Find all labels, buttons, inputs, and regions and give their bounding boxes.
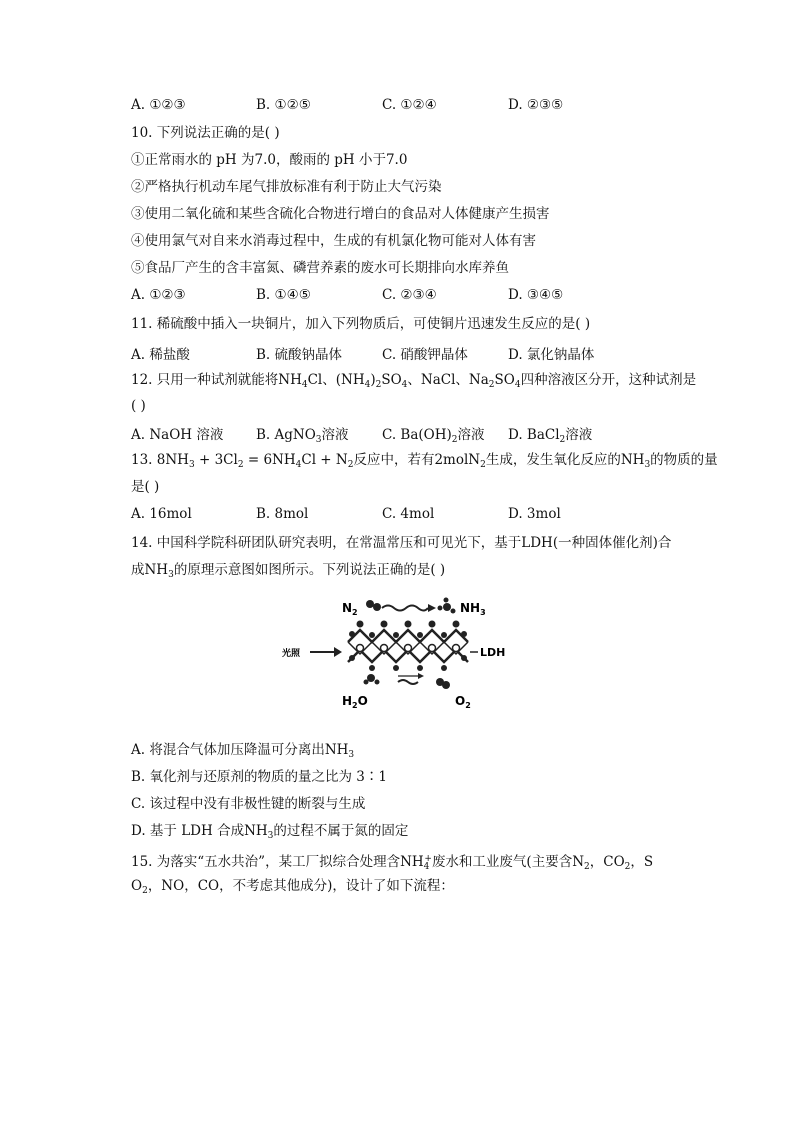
nh3-molecule-icon [443,603,451,611]
q9-option-a[interactable]: A. ①②③ [131,97,186,113]
q13-options [131,506,651,524]
q10-stem: 10. 下列说法正确的是( ) [131,125,280,141]
q13-stem: 13. $8NH_3 + 3Cl_2 = 6NH_4Cl + N_2$反应中，若有2molN$_2$生成，发生氧化反应的$NH_3$的物质的量 [131,452,718,470]
o2-label: $O_2$ [455,694,471,710]
q12-option-d[interactable]: D. BaCl$_2$溶液 [508,427,593,445]
q12-stem-paren: ( ) [131,398,146,414]
q13-option-a[interactable]: A. 16mol [131,506,192,522]
q9-option-d[interactable]: D. ②③⑤ [508,97,564,113]
q14-option-d[interactable]: D. 基于 LDH 合成$NH_3$的过程不属于氮的固定 [131,823,409,841]
q11-option-b[interactable]: B. 硫酸钠晶体 [256,347,343,363]
q13-stem-line2: 是( ) [131,479,160,495]
q11-stem: 11. 稀硫酸中插入一块铜片，加入下列物质后，可使铜片迅速发生反应的是( ) [131,316,591,332]
q9-option-b[interactable]: B. ①②⑤ [256,97,311,113]
light-label: 光照 [282,649,301,659]
n2-label: $N_2$ [342,601,358,617]
q14-stem-line2: 成$NH_3$的原理示意图如图所示。下列说法正确的是( ) [131,562,446,580]
q9-option-c[interactable]: C. ①②④ [382,97,437,113]
n2-atom-1 [366,600,374,608]
q14-stem-line1: 14. 中国科学院科研团队研究表明，在常温常压和可见光下，基于LDH(一种固体催化剂)合 [131,535,672,551]
h2o-label: $H_2O$ [342,694,368,710]
q10-options [131,287,651,305]
h2o-molecule-icon [367,674,375,682]
q12-option-c[interactable]: C. $Ba(OH)_2$溶液 [382,427,485,445]
q13-option-b[interactable]: B. 8mol [256,506,309,522]
q11-options [131,343,651,361]
q10-statement-2: ②严格执行机动车尾气排放标准有利于防止大气污染 [131,179,442,195]
q15-stem-line2: $O_2$，NO，CO，不考虑其他成分)，设计了如下流程： [131,878,454,896]
q13-option-d[interactable]: D. 3mol [508,506,561,522]
q10-option-b[interactable]: B. ①④⑤ [256,287,311,303]
q10-statement-4: ④使用氯气对自来水消毒过程中，生成的有机氯化物可能对人体有害 [131,233,536,249]
ldh-structure [348,621,468,672]
q12-stem: 12. 只用一种试剂就能将$NH_4Cl$、$(NH_4)_2SO_4$、NaCl、$Na_2SO_4$四种溶液区分开，这种试剂是 [131,372,697,390]
q14-option-c[interactable]: C. 该过程中没有非极性键的断裂与生成 [131,796,366,812]
q10-option-d[interactable]: D. ③④⑤ [508,287,564,303]
n2-atom-2 [373,603,381,611]
q12-option-a[interactable]: A. NaOH 溶液 [131,427,224,443]
q10-option-a[interactable]: A. ①②③ [131,287,186,303]
q10-statement-3: ③使用二氧化硫和某些含硫化合物进行增白的食品对人体健康产生损害 [131,206,550,222]
top-arrow-head [428,604,436,612]
q10-option-c[interactable]: C. ②③④ [382,287,437,303]
q14-option-a[interactable]: A. 将混合气体加压降温可分离出$NH_3$ [131,742,355,760]
q12-option-b[interactable]: B. AgNO$_3$溶液 [256,427,349,445]
q10-statement-1: ①正常雨水的 pH 为7.0，酸雨的 pH 小于7.0 [131,152,408,168]
q11-option-c[interactable]: C. 硝酸钾晶体 [382,347,468,363]
q9-options [131,97,651,115]
q11-option-d[interactable]: D. 氯化钠晶体 [508,347,595,363]
q12-options [131,423,651,445]
q14-option-b[interactable]: B. 氧化剂与还原剂的物质的量之比为 3∶1 [131,769,387,785]
nh3-label: $NH_3$ [460,601,486,617]
q15-stem-line1: 15. 为落实“五水共治”，某工厂拟综合处理含$NH_4^+$废水和工业废气(主要含$N_2$，$CO_2$，S [131,854,654,872]
top-wavy-arrow [382,606,428,611]
q11-option-a[interactable]: A. 稀盐酸 [131,347,190,363]
ldh-diagram [280,590,520,715]
q13-option-c[interactable]: C. 4mol [382,506,435,522]
bottom-wavy-arrow [398,680,418,684]
ldh-label: LDH [480,646,506,659]
q10-statement-5: ⑤食品厂产生的含丰富氮、磷营养素的废水可长期排向水库养鱼 [131,260,509,276]
